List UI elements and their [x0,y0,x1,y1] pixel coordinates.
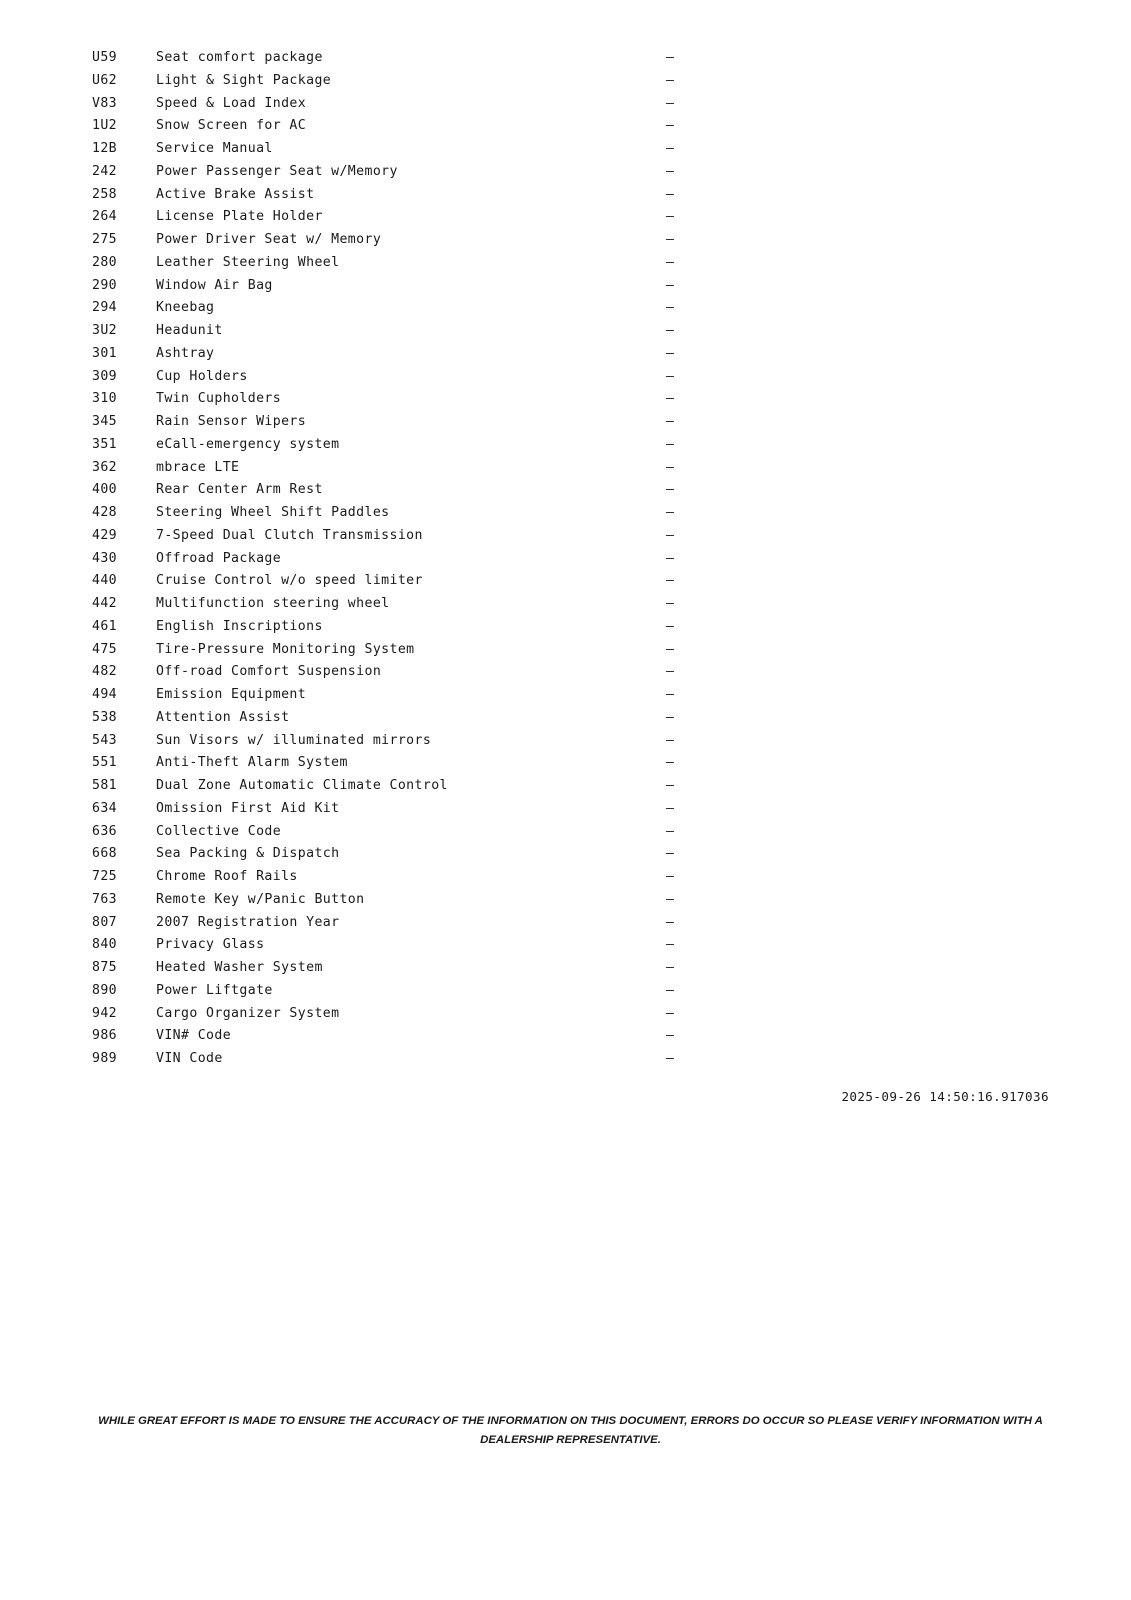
option-code: 362 [92,459,118,475]
option-row [92,391,1052,414]
option-code: 280 [92,254,118,270]
option-value: — [666,732,675,748]
option-row [92,346,1052,369]
option-value: — [666,1005,675,1021]
option-row [92,937,1052,960]
option-description: Rear Center Arm Rest [156,482,323,498]
option-code: 309 [92,368,118,384]
option-value: — [666,618,675,634]
option-value: — [666,72,675,88]
option-code: U59 [92,50,118,65]
option-description: Sun Visors w/ illuminated mirrors [156,732,432,748]
option-description: Cruise Control w/o speed limiter [156,573,423,589]
option-value: — [666,891,675,907]
option-row [92,505,1052,528]
option-description: 2007 Registration Year [156,914,340,930]
generated-timestamp: 2025-09-26 14:50:16.917036 [841,1089,1049,1104]
option-row [92,323,1052,346]
option-description: VIN Code [156,1051,223,1066]
option-description: Multifunction steering wheel [156,596,390,611]
option-code: 242 [92,163,118,179]
option-row [92,414,1052,437]
option-row [92,96,1052,119]
option-code: 294 [92,300,118,316]
option-description: Remote Key w/Panic Button [156,891,365,907]
option-code: 264 [92,209,118,225]
option-value: — [666,50,675,65]
option-value: — [666,846,675,862]
option-code: V83 [92,95,118,111]
option-row [92,1028,1052,1051]
option-code: 429 [92,527,118,543]
option-description: Leather Steering Wheel [156,254,340,270]
option-description: Speed & Load Index [156,95,307,111]
option-code: 725 [92,869,118,884]
option-description: Heated Washer System [156,960,323,975]
option-code: 763 [92,891,118,907]
option-value: — [666,982,675,998]
option-code: 1U2 [92,118,118,134]
option-code: 551 [92,755,118,771]
option-code: 442 [92,596,118,611]
option-value: — [666,436,675,452]
option-description: Collective Code [156,823,282,839]
option-description: Omission First Aid Kit [156,800,340,816]
option-value: — [666,209,675,225]
option-value: — [666,960,675,975]
option-value: — [666,95,675,111]
option-description: Active Brake Assist [156,186,315,202]
option-code: 475 [92,641,118,657]
option-row [92,118,1052,141]
option-row [92,619,1052,642]
option-row [92,892,1052,915]
option-code: 538 [92,709,118,725]
option-value: — [666,141,675,156]
option-row [92,824,1052,847]
option-value: — [666,505,675,520]
option-description: Steering Wheel Shift Paddles [156,505,390,520]
option-row [92,551,1052,574]
option-description: VIN# Code [156,1028,232,1044]
option-description: Cargo Organizer System [156,1005,340,1021]
option-value: — [666,1051,675,1066]
option-row [92,710,1052,733]
option-row [92,846,1052,869]
option-description: Ashtray [156,345,215,361]
option-description: Chrome Roof Rails [156,869,298,884]
option-row [92,733,1052,756]
option-code: 807 [92,914,118,930]
option-code: 345 [92,414,118,429]
option-code: 310 [92,391,118,407]
option-row [92,596,1052,619]
option-code: 543 [92,732,118,748]
option-value: — [666,687,675,702]
option-code: 258 [92,186,118,202]
option-value: — [666,300,675,316]
option-code: 494 [92,687,118,702]
option-code: 482 [92,664,118,680]
option-row [92,437,1052,460]
option-value: — [666,641,675,657]
option-value: — [666,1028,675,1044]
option-value: — [666,254,675,270]
option-value: — [666,368,675,384]
option-value: — [666,778,675,793]
option-value: — [666,527,675,543]
option-code: 430 [92,550,118,566]
option-code: 890 [92,982,118,998]
option-row [92,209,1052,232]
option-row [92,960,1052,983]
option-code: 461 [92,618,118,634]
option-code: 12B [92,141,118,156]
option-row [92,983,1052,1006]
option-row [92,73,1052,96]
option-value: — [666,914,675,930]
option-value: — [666,800,675,816]
option-value: — [666,596,675,611]
option-row [92,915,1052,938]
option-description: Power Driver Seat w/ Memory [156,232,382,247]
option-description: Service Manual [156,141,273,156]
option-row [92,141,1052,164]
option-value: — [666,869,675,884]
option-value: — [666,391,675,407]
option-description: Twin Cupholders [156,391,282,407]
option-row [92,869,1052,892]
option-code: 668 [92,846,118,862]
option-row [92,187,1052,210]
option-value: — [666,163,675,179]
option-description: 7-Speed Dual Clutch Transmission [156,527,423,543]
option-row [92,460,1052,483]
option-code: 875 [92,960,118,975]
option-row [92,755,1052,778]
option-value: — [666,186,675,202]
option-description: Tire-Pressure Monitoring System [156,641,415,657]
option-code: 986 [92,1028,118,1044]
option-description: Light & Sight Package [156,72,332,88]
option-value: — [666,482,675,498]
option-description: Sea Packing & Dispatch [156,846,340,862]
option-description: Rain Sensor Wipers [156,414,307,429]
option-value: — [666,664,675,680]
option-row [92,573,1052,596]
option-description: Off-road Comfort Suspension [156,664,382,680]
option-code: 400 [92,482,118,498]
option-value: — [666,414,675,429]
option-code: 636 [92,823,118,839]
option-value: — [666,277,675,293]
option-code: 290 [92,277,118,293]
option-row [92,778,1052,801]
option-value: — [666,459,675,475]
option-value: — [666,345,675,361]
option-row [92,232,1052,255]
option-row [92,50,1052,73]
option-code: U62 [92,72,118,88]
option-description: Cup Holders [156,368,248,384]
option-description: Privacy Glass [156,937,265,953]
option-code: 3U2 [92,323,118,338]
option-row [92,687,1052,710]
option-value: — [666,755,675,771]
option-value: — [666,823,675,839]
option-code: 840 [92,937,118,953]
option-description: Anti-Theft Alarm System [156,755,348,771]
option-row [92,801,1052,824]
option-value: — [666,118,675,134]
option-row [92,164,1052,187]
option-description: Snow Screen for AC [156,118,307,134]
option-description: Emission Equipment [156,687,307,702]
option-row [92,528,1052,551]
option-description: Seat comfort package [156,50,323,65]
option-value: — [666,573,675,589]
option-code: 351 [92,436,118,452]
option-code: 989 [92,1051,118,1066]
option-description: Window Air Bag [156,277,273,293]
option-description: Offroad Package [156,550,282,566]
option-description: Power Liftgate [156,982,273,998]
option-description: Headunit [156,323,223,338]
option-description: Attention Assist [156,709,290,725]
option-description: Dual Zone Automatic Climate Control [156,778,448,793]
option-code: 301 [92,345,118,361]
option-code: 634 [92,800,118,816]
option-description: Power Passenger Seat w/Memory [156,163,398,179]
option-row [92,1006,1052,1029]
option-code-list [92,50,1052,1074]
option-description: eCall-emergency system [156,436,340,452]
option-code: 275 [92,232,118,247]
option-value: — [666,232,675,247]
option-value: — [666,550,675,566]
option-code: 428 [92,505,118,520]
option-value: — [666,709,675,725]
option-description: English Inscriptions [156,618,323,634]
option-row [92,278,1052,301]
option-value: — [666,937,675,953]
option-row [92,482,1052,505]
option-row [92,664,1052,687]
option-description: Kneebag [156,300,215,316]
option-code: 581 [92,778,118,793]
option-row [92,300,1052,323]
option-row [92,369,1052,392]
option-code: 440 [92,573,118,589]
accuracy-disclaimer: WHILE GREAT EFFORT IS MADE TO ENSURE THE ACCURACY OF THE INFORMATION ON THIS DOCUMENT, ERRORS DO OCCUR SO PLEASE VERIFY INFORMATION WITH A DEALERSHIP REPRESENTATIVE. [98,1415,1043,1446]
option-row [92,642,1052,665]
option-value: — [666,323,675,338]
option-row [92,1051,1052,1074]
option-description: License Plate Holder [156,209,323,225]
option-row [92,255,1052,278]
option-description: mbrace LTE [156,459,240,475]
option-code: 942 [92,1005,118,1021]
